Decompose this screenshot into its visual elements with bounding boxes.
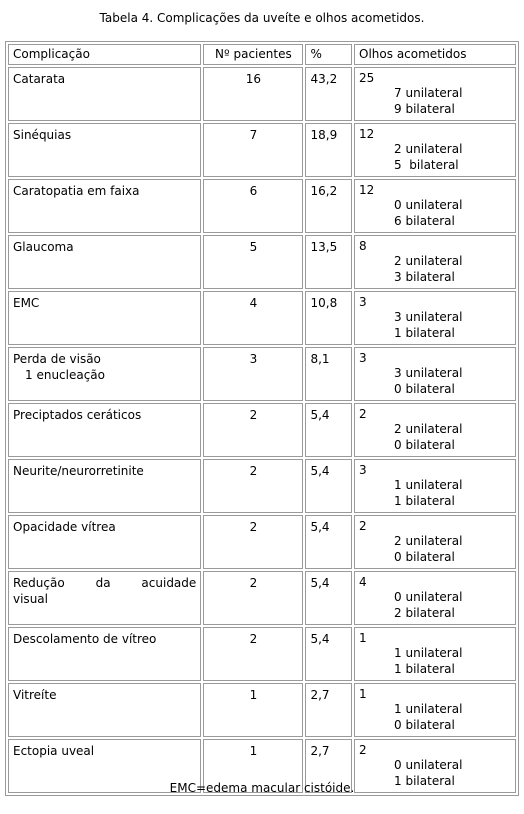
table-row	[8, 235, 516, 289]
eyes-bilateral: 0 bilateral	[394, 382, 455, 396]
eyes-total: 25	[359, 71, 375, 85]
complication-name: Sinéquias	[13, 128, 72, 142]
cell-eyes	[354, 123, 516, 177]
table-caption: Tabela 4. Complicações da uveíte e olhos acometidos.	[99, 11, 425, 25]
complication-name: Glaucoma	[13, 240, 74, 254]
cell-complication	[8, 67, 201, 121]
cell-percent: 5,4	[305, 571, 352, 625]
eyes-bilateral: 9 bilateral	[394, 102, 455, 116]
cell-patients: 3	[203, 347, 303, 401]
eyes-unilateral: 3 unilateral	[394, 310, 463, 324]
cell-percent: 16,2	[305, 179, 352, 233]
complication-name: Opacidade vítrea	[13, 520, 116, 534]
eyes-unilateral: 2 unilateral	[394, 142, 463, 156]
table-row	[8, 67, 516, 121]
cell-complication	[8, 291, 201, 345]
complication-name: Caratopatia em faixa	[13, 184, 140, 198]
cell-complication	[8, 235, 201, 289]
eyes-total: 2	[359, 519, 367, 533]
eyes-unilateral: 2 unilateral	[394, 534, 463, 548]
cell-eyes	[354, 627, 516, 681]
eyes-bilateral: 5 bilateral	[394, 158, 459, 172]
complication-name: Neurite/neurorretinite	[13, 464, 144, 478]
eyes-unilateral: 0 unilateral	[394, 590, 463, 604]
complication-name: Ectopia uveal	[13, 744, 95, 758]
cell-patients: 2	[203, 571, 303, 625]
cell-eyes	[354, 179, 516, 233]
complication-name: EMC	[13, 296, 40, 310]
cell-patients: 2	[203, 403, 303, 457]
cell-percent: 8,1	[305, 347, 352, 401]
complication-note: 1 enucleação	[25, 368, 106, 382]
header-eyes: Olhos acometidos	[354, 44, 516, 65]
cell-percent: 5,4	[305, 627, 352, 681]
cell-percent: 5,4	[305, 403, 352, 457]
cell-complication	[8, 627, 201, 681]
eyes-unilateral: 7 unilateral	[394, 86, 463, 100]
cell-complication	[8, 571, 201, 625]
eyes-bilateral: 1 bilateral	[394, 494, 455, 508]
header-percent: %	[305, 44, 352, 65]
complication-name: Perda de visão	[13, 352, 101, 366]
complication-name-continued: visual	[13, 592, 48, 606]
cell-eyes	[354, 347, 516, 401]
eyes-unilateral: 0 unilateral	[394, 198, 463, 212]
eyes-unilateral: 3 unilateral	[394, 366, 463, 380]
cell-complication	[8, 459, 201, 513]
eyes-total: 3	[359, 351, 367, 365]
header-patients: Nº pacientes	[203, 44, 303, 65]
complications-table	[5, 41, 519, 796]
eyes-total: 2	[359, 743, 367, 757]
eyes-total: 12	[359, 183, 375, 197]
eyes-total: 3	[359, 295, 367, 309]
eyes-bilateral: 1 bilateral	[394, 774, 455, 788]
cell-percent: 13,5	[305, 235, 352, 289]
table-row	[8, 571, 516, 625]
eyes-bilateral: 1 bilateral	[394, 326, 455, 340]
cell-patients: 1	[203, 683, 303, 737]
table-row	[8, 179, 516, 233]
cell-percent: 2,7	[305, 739, 352, 793]
eyes-total: 4	[359, 575, 367, 589]
complication-name: Descolamento de vítreo	[13, 632, 157, 646]
cell-percent: 5,4	[305, 459, 352, 513]
table-row	[8, 515, 516, 569]
cell-patients: 2	[203, 627, 303, 681]
cell-eyes	[354, 67, 516, 121]
eyes-bilateral: 2 bilateral	[394, 606, 455, 620]
cell-complication	[8, 179, 201, 233]
table-row	[8, 123, 516, 177]
eyes-unilateral: 0 unilateral	[394, 758, 463, 772]
eyes-bilateral: 0 bilateral	[394, 550, 455, 564]
eyes-bilateral: 1 bilateral	[394, 662, 455, 676]
eyes-bilateral: 3 bilateral	[394, 270, 455, 284]
cell-eyes	[354, 291, 516, 345]
cell-percent: 5,4	[305, 515, 352, 569]
cell-patients: 2	[203, 515, 303, 569]
cell-percent: 2,7	[305, 683, 352, 737]
eyes-unilateral: 1 unilateral	[394, 702, 463, 716]
eyes-total: 3	[359, 463, 367, 477]
eyes-unilateral: 1 unilateral	[394, 646, 463, 660]
cell-patients: 1	[203, 739, 303, 793]
eyes-bilateral: 6 bilateral	[394, 214, 455, 228]
table-row	[8, 683, 516, 737]
eyes-total: 1	[359, 687, 367, 701]
eyes-bilateral: 0 bilateral	[394, 718, 455, 732]
eyes-unilateral: 2 unilateral	[394, 254, 463, 268]
table-row	[8, 347, 516, 401]
eyes-total: 12	[359, 127, 375, 141]
cell-percent: 18,9	[305, 123, 352, 177]
cell-patients: 6	[203, 179, 303, 233]
complication-name: Catarata	[13, 72, 66, 86]
eyes-bilateral: 0 bilateral	[394, 438, 455, 452]
cell-complication	[8, 347, 201, 401]
cell-complication	[8, 515, 201, 569]
header-complication: Complicação	[8, 44, 201, 65]
eyes-total: 2	[359, 407, 367, 421]
cell-patients: 4	[203, 291, 303, 345]
cell-eyes	[354, 683, 516, 737]
cell-patients: 2	[203, 459, 303, 513]
eyes-unilateral: 1 unilateral	[394, 478, 463, 492]
cell-eyes	[354, 459, 516, 513]
complication-name: Redução da acuidade	[13, 576, 197, 590]
cell-percent: 43,2	[305, 67, 352, 121]
cell-eyes	[354, 403, 516, 457]
cell-percent: 10,8	[305, 291, 352, 345]
table-row	[8, 459, 516, 513]
cell-patients: 5	[203, 235, 303, 289]
cell-patients: 16	[203, 67, 303, 121]
eyes-total: 8	[359, 239, 367, 253]
eyes-unilateral: 2 unilateral	[394, 422, 463, 436]
eyes-total: 1	[359, 631, 367, 645]
complication-name: Preciptados ceráticos	[13, 408, 142, 422]
table-header-row	[8, 44, 516, 65]
cell-complication	[8, 683, 201, 737]
cell-complication	[8, 403, 201, 457]
table-footnote: EMC=edema macular cistóide.	[169, 781, 355, 795]
cell-complication	[8, 123, 201, 177]
complication-name: Vitreíte	[13, 688, 57, 702]
table-row	[8, 627, 516, 681]
cell-eyes	[354, 235, 516, 289]
cell-eyes	[354, 515, 516, 569]
table-row	[8, 403, 516, 457]
table-row	[8, 291, 516, 345]
cell-patients: 7	[203, 123, 303, 177]
cell-eyes	[354, 571, 516, 625]
